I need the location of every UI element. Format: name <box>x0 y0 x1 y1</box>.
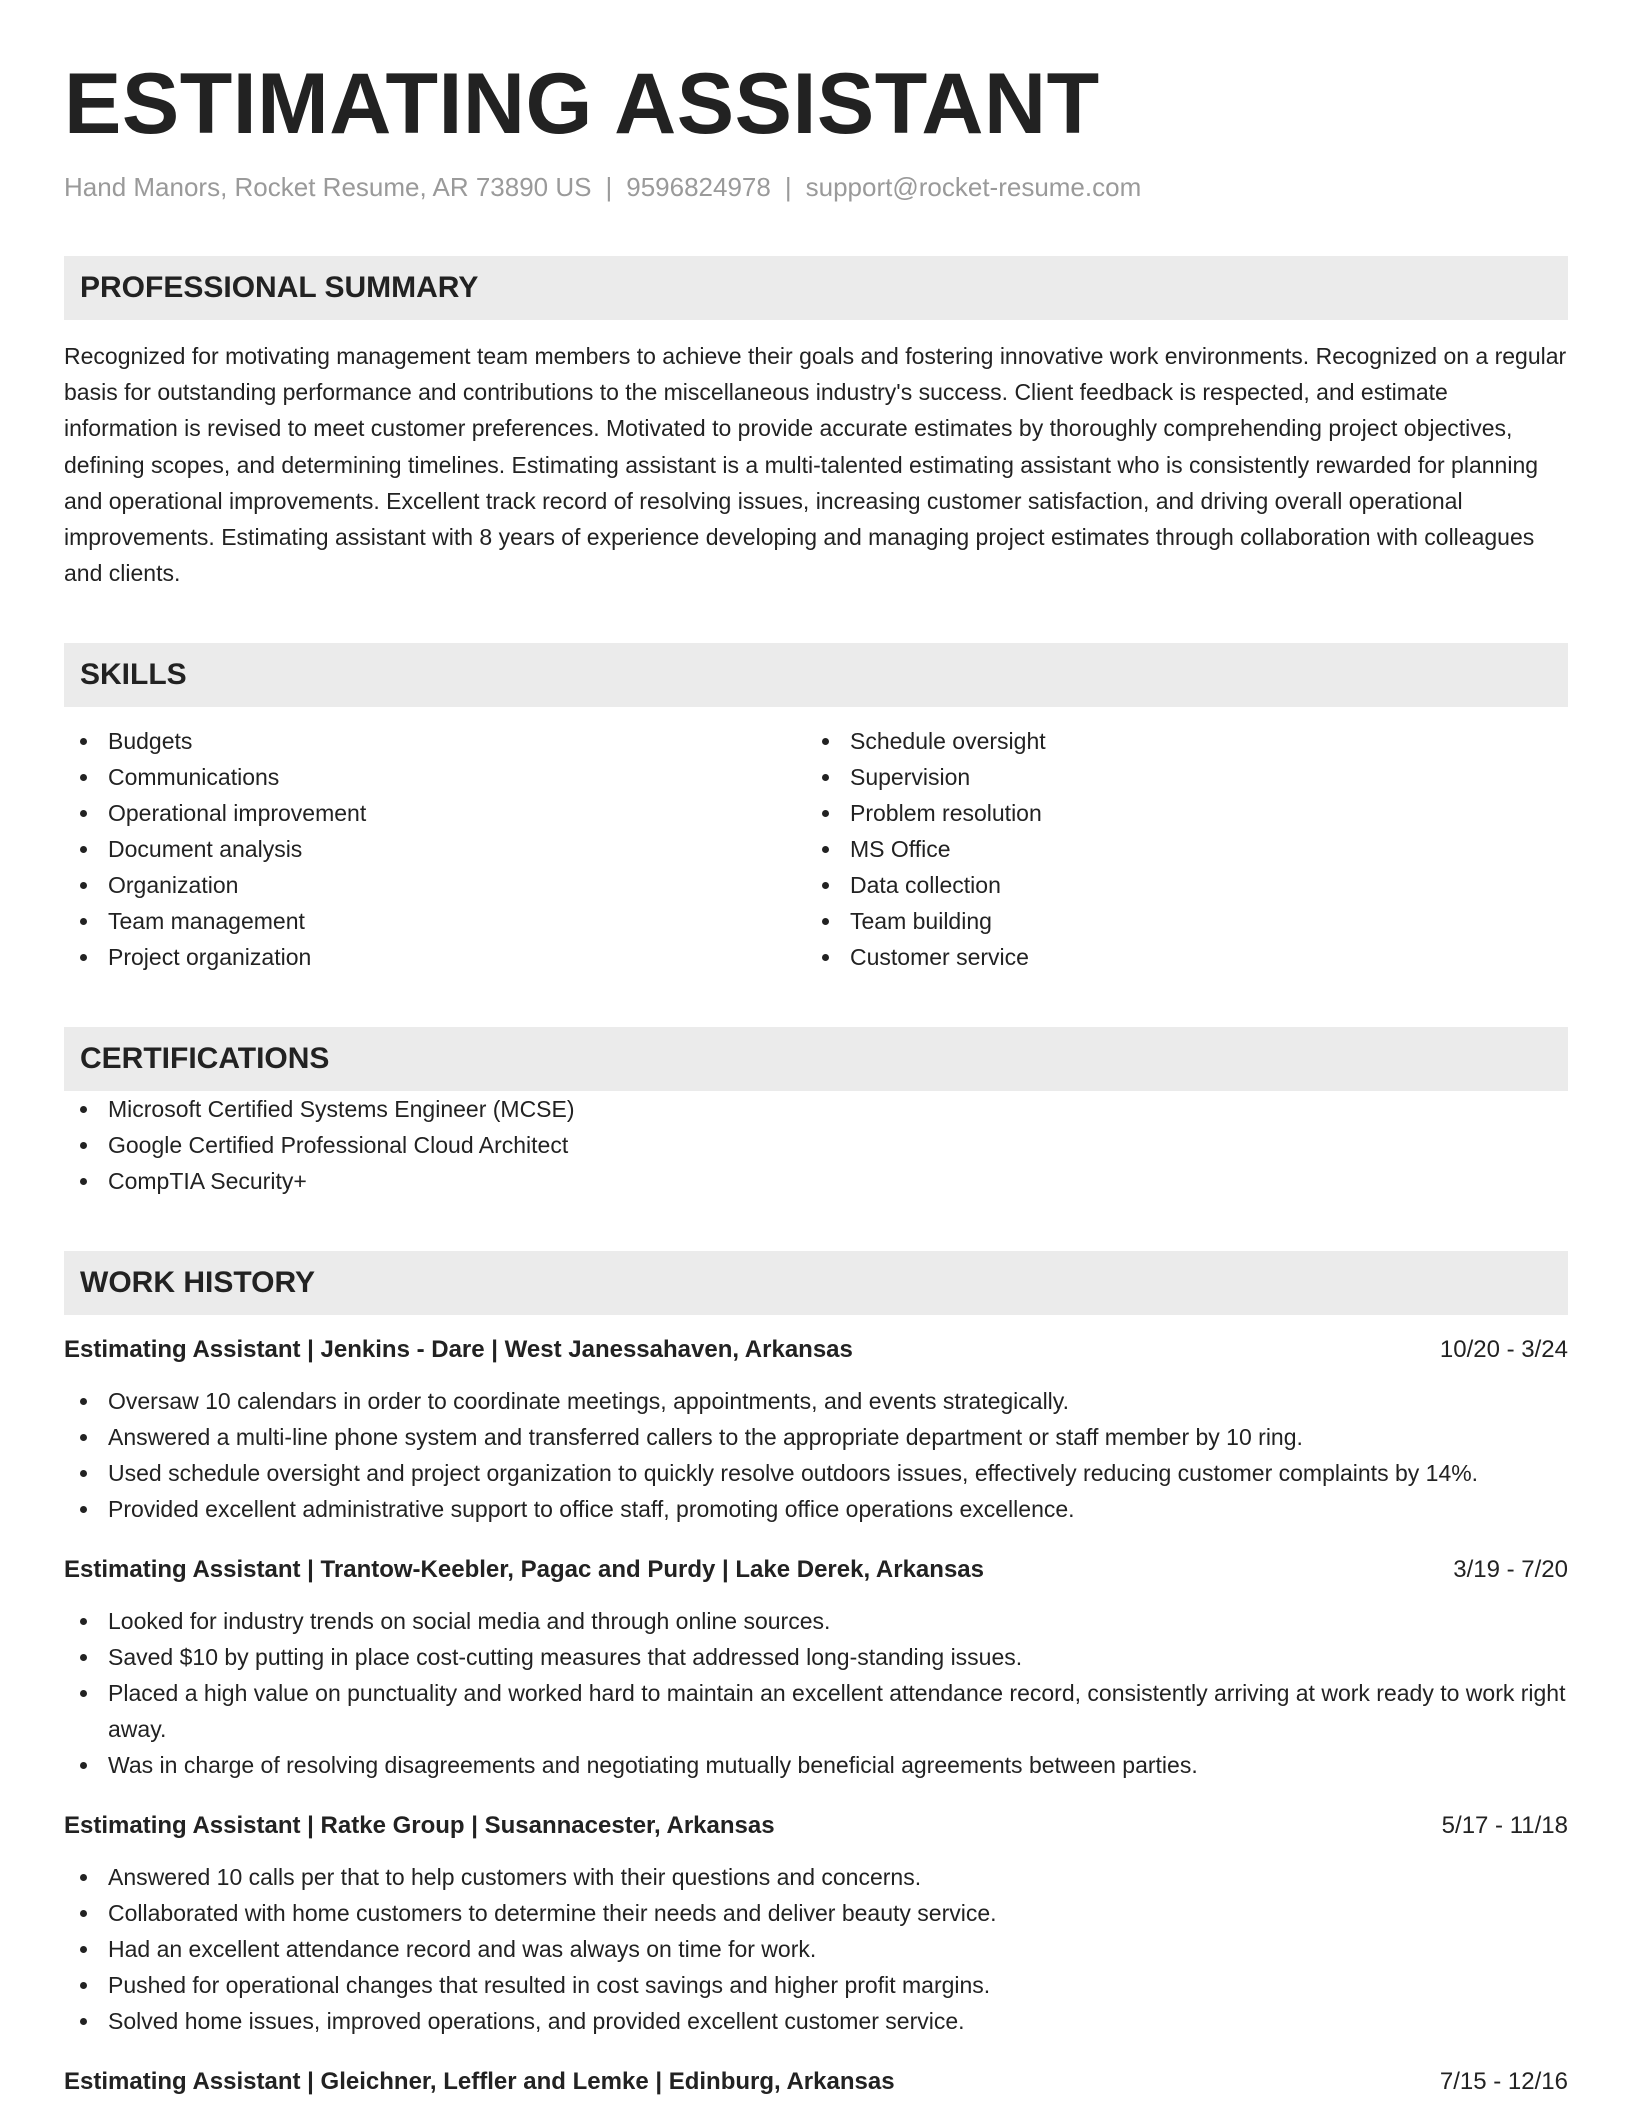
job-header <box>64 1333 1568 1367</box>
job-bullet: Used schedule oversight and project organization to quickly resolve outdoors issues, effectively reducing customer complaints by 14%. <box>64 1455 1568 1491</box>
job-title: Estimating Assistant | Jenkins - Dare | West Janessahaven, Arkansas <box>64 1336 853 1364</box>
job-entry <box>64 2065 1568 2099</box>
section-header-work-history: WORK HISTORY <box>64 1251 1568 1315</box>
job-bullet: Placed a high value on punctuality and worked hard to maintain an excellent attendance record, consistently arriving at work ready to work right away. <box>64 1675 1568 1747</box>
job-header <box>64 1809 1568 1843</box>
skills-list-left <box>64 723 806 975</box>
skills-left-column <box>64 723 806 975</box>
skill-item: Project organization <box>64 939 806 975</box>
section-header-skills: SKILLS <box>64 643 1568 707</box>
job-title: Estimating Assistant | Trantow-Keebler, Pagac and Purdy | Lake Derek, Arkansas <box>64 1556 984 1584</box>
contact-separator: | <box>784 172 792 202</box>
job-bullet: Solved home issues, improved operations, and provided excellent customer service. <box>64 2003 1568 2039</box>
skill-item: Schedule oversight <box>806 723 1548 759</box>
certification-item: Google Certified Professional Cloud Architect <box>64 1127 1568 1163</box>
contact-phone: 9596824978 <box>626 172 771 202</box>
skills-columns <box>64 723 1568 975</box>
summary-paragraph: Recognized for motivating management team members to achieve their goals and fostering innovative work environments. Recognized on a regular basis for outstanding performance and contributions to the miscellaneous industry's success. Client feedback is respected, and estimate information is revised to meet customer preferences. Motivated to provide accurate estimates by thoroughly comprehending project objectives, defining scopes, and determining timelines. Estimating assistant is a multi-talented estimating assistant who is consistently rewarded for planning and operational improvements. Excellent track record of resolving issues, increasing customer satisfaction, and driving overall operational improvements. Estimating assistant with 8 years of experience developing and managing project estimates through collaboration with colleagues and clients. <box>64 343 1567 587</box>
job-bullet: Was in charge of resolving disagreements and negotiating mutually beneficial agreements between parties. <box>64 1747 1568 1783</box>
job-bullet: Oversaw 10 calendars in order to coordinate meetings, appointments, and events strategically. <box>64 1383 1568 1419</box>
job-bullet: Answered 10 calls per that to help customers with their questions and concerns. <box>64 1859 1568 1895</box>
job-dates: 5/17 - 11/18 <box>1441 1812 1568 1840</box>
job-title: Estimating Assistant | Ratke Group | Susannacester, Arkansas <box>64 1812 775 1840</box>
skill-item: Data collection <box>806 867 1548 903</box>
job-bullet: Provided excellent administrative support to office staff, promoting office operations excellence. <box>64 1491 1568 1527</box>
job-bullets <box>64 1859 1568 2039</box>
skill-item: Supervision <box>806 759 1548 795</box>
job-title: Estimating Assistant | Gleichner, Leffler and Lemke | Edinburg, Arkansas <box>64 2068 895 2096</box>
skill-item: Communications <box>64 759 806 795</box>
job-entry <box>64 1553 1568 1783</box>
job-bullet: Had an excellent attendance record and was always on time for work. <box>64 1931 1568 1967</box>
job-bullet: Answered a multi-line phone system and transferred callers to the appropriate department or staff member by 10 ring. <box>64 1419 1568 1455</box>
job-entry <box>64 1333 1568 1527</box>
skill-item: Team management <box>64 903 806 939</box>
contact-line <box>64 170 1568 204</box>
job-bullet: Looked for industry trends on social media and through online sources. <box>64 1603 1568 1639</box>
skill-item: MS Office <box>806 831 1548 867</box>
skill-item: Operational improvement <box>64 795 806 831</box>
job-header <box>64 2065 1568 2099</box>
job-header <box>64 1553 1568 1587</box>
skill-item: Problem resolution <box>806 795 1548 831</box>
skill-item: Team building <box>806 903 1548 939</box>
contact-address: Hand Manors, Rocket Resume, AR 73890 US <box>64 172 592 202</box>
job-bullets <box>64 1603 1568 1783</box>
job-dates: 10/20 - 3/24 <box>1439 1336 1568 1364</box>
skill-item: Organization <box>64 867 806 903</box>
contact-email[interactable]: support@rocket-resume.com <box>805 172 1142 202</box>
candidate-name: ESTIMATING ASSISTANT <box>64 56 1100 152</box>
skill-item: Customer service <box>806 939 1548 975</box>
job-bullet: Collaborated with home customers to determine their needs and deliver beauty service. <box>64 1895 1568 1931</box>
section-header-summary: PROFESSIONAL SUMMARY <box>64 256 1568 320</box>
skills-right-column <box>806 723 1548 975</box>
skill-item: Budgets <box>64 723 806 759</box>
job-entry <box>64 1809 1568 2039</box>
job-bullet: Saved $10 by putting in place cost-cutting measures that addressed long-standing issues. <box>64 1639 1568 1675</box>
contact-separator: | <box>605 172 613 202</box>
job-bullet: Pushed for operational changes that resulted in cost savings and higher profit margins. <box>64 1967 1568 2003</box>
skills-list-right <box>806 723 1548 975</box>
certification-item: CompTIA Security+ <box>64 1163 1568 1199</box>
skill-item: Document analysis <box>64 831 806 867</box>
section-header-certifications: CERTIFICATIONS <box>64 1027 1568 1091</box>
job-dates: 3/19 - 7/20 <box>1453 1556 1568 1584</box>
job-dates: 7/15 - 12/16 <box>1439 2068 1568 2096</box>
job-bullets <box>64 1383 1568 1527</box>
certification-item: Microsoft Certified Systems Engineer (MCSE) <box>64 1091 1568 1127</box>
certifications-list <box>64 1091 1568 1199</box>
